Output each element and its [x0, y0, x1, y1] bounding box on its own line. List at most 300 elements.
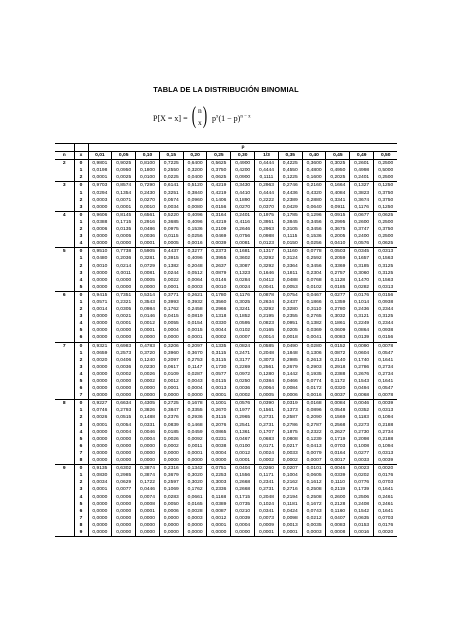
cell-probability: 0,0000 [112, 508, 136, 515]
cell-probability: 0,1225 [278, 174, 302, 182]
cell-x: 5 [74, 284, 88, 292]
cell-probability: 0,2963 [255, 182, 279, 190]
cell-probability: 0,0078 [378, 393, 394, 399]
cell-probability: 0,0001 [88, 174, 112, 182]
cell-probability: 0,0446 [136, 486, 160, 493]
cell-probability: 0,0000 [88, 233, 112, 240]
cell-probability: 0,0756 [231, 233, 255, 240]
cell-probability: 0,3087 [231, 263, 255, 270]
cell-probability: 0,8100 [136, 160, 160, 168]
cell-probability: 0,1171 [255, 472, 279, 479]
cell-probability: 0,0000 [159, 392, 183, 400]
cell-probability: 0,0369 [302, 327, 326, 334]
cell-probability: 0,0013 [278, 522, 302, 529]
cell-probability: 0,0055 [159, 320, 183, 327]
cell-probability: 0,0083 [326, 334, 350, 342]
cell-probability: 0,2388 [326, 371, 350, 378]
cell-n [55, 457, 74, 465]
cell-n: 8 [55, 400, 74, 408]
cell-probability: 0,1115 [278, 233, 302, 240]
cell-probability: 0,8574 [112, 182, 136, 190]
cell-probability: 0,2765 [302, 313, 326, 320]
cell-probability: 0,0000 [88, 457, 112, 465]
cell-probability: 0,0002 [207, 334, 231, 342]
cell-x: 8 [74, 457, 88, 465]
cell-probability: 0,0011 [112, 270, 136, 277]
cell-probability: 0,0007 [302, 457, 326, 465]
cell-probability: 0,0661 [183, 494, 207, 501]
header-p-value: 0,35 [278, 152, 302, 160]
cell-x: 2 [74, 226, 88, 233]
cell-probability: 0,0041 [255, 284, 279, 292]
formula-rhs [212, 114, 251, 123]
cell-n [55, 450, 74, 457]
cell-probability: 0,3674 [350, 197, 374, 204]
cell-probability: 0,0512 [183, 270, 207, 277]
cell-n [55, 436, 74, 443]
cell-probability: 0,0975 [159, 226, 183, 233]
cell-probability: 0,0164 [326, 450, 350, 457]
cell-probability: 0,0406 [112, 357, 136, 364]
cell-probability: 0,0313 [378, 450, 394, 456]
cell-x: 2 [74, 174, 88, 182]
cell-probability: 0,0000 [88, 204, 112, 212]
table-row [55, 378, 397, 385]
cell-n [55, 486, 74, 493]
cell-probability: 0,0424 [278, 508, 302, 515]
cell-probability: 0,2316 [159, 465, 183, 473]
cell-probability: 0,1110 [326, 479, 350, 486]
cell-probability: 0,0389 [207, 501, 231, 508]
cell-probability: 0,0407 [326, 515, 350, 522]
cell-probability: 0,2668 [231, 486, 255, 493]
cell-probability: 0,0313 [378, 284, 394, 290]
cell-probability: 0,2550 [159, 167, 183, 174]
cell-probability: 0,0156 [374, 291, 398, 299]
cell-n: 2 [55, 160, 74, 168]
cell-probability: 0,1094 [378, 415, 394, 421]
cell-probability: 0,0039 [374, 400, 398, 408]
cell-probability: 0,0004 [231, 522, 255, 529]
cell-probability: 0,1470 [350, 277, 374, 284]
cell-probability: 0,0294 [88, 190, 112, 197]
cell-probability: 0,0774 [302, 378, 326, 385]
cell-probability: 0,1719 [326, 436, 350, 443]
cell-probability: 0,3750 [378, 190, 394, 196]
cell-probability: 0,0003 [302, 529, 326, 537]
cell-n [55, 226, 74, 233]
table-row [55, 219, 397, 226]
cell-probability: 0,5120 [183, 182, 207, 190]
cell-probability: 0,0000 [112, 443, 136, 450]
cell-x: 6 [74, 508, 88, 515]
cell-probability: 0,0000 [136, 392, 160, 400]
cell-probability: 0,1715 [112, 219, 136, 226]
cell-probability: 0,2253 [207, 472, 231, 479]
table-row [55, 529, 397, 537]
cell-probability: 0,0198 [88, 167, 112, 174]
cell-probability: 0,1168 [207, 494, 231, 501]
cell-probability: 0,2341 [255, 479, 279, 486]
cell-probability: 0,0217 [278, 443, 302, 450]
cell-probability: 0,3060 [350, 270, 374, 277]
cell-probability: 0,2304 [302, 270, 326, 277]
cell-probability: 0,0139 [350, 334, 374, 342]
header-p-value: 0,05 [112, 152, 136, 160]
table-row [55, 334, 397, 342]
cell-probability: 0,3292 [255, 263, 279, 270]
cell-probability: 0,0205 [278, 327, 302, 334]
cell-probability: 0,2188 [378, 436, 394, 442]
cell-probability: 0,0410 [326, 240, 350, 248]
cell-probability: 0,0754 [278, 291, 302, 299]
cell-probability: 0,0172 [302, 385, 326, 392]
formula-base: p [212, 114, 216, 123]
cell-probability: 0,0625 [378, 241, 394, 247]
cell-probability: 0,0277 [326, 291, 350, 299]
cell-n [55, 429, 74, 436]
cell-probability: 0,1342 [183, 465, 207, 473]
cell-probability: 0,2627 [326, 429, 350, 436]
cell-probability: 0,1296 [302, 211, 326, 219]
cell-probability: 0,2587 [278, 414, 302, 421]
cell-probability: 0,0079 [302, 450, 326, 457]
cell-probability: 0,3955 [207, 255, 231, 262]
header-p-value: 0,15 [159, 152, 183, 160]
cell-probability: 0,3206 [159, 342, 183, 350]
cell-probability: 0,0313 [378, 408, 394, 414]
table-body [55, 160, 397, 537]
cell-n [55, 284, 74, 292]
cell-probability: 0,0230 [136, 364, 160, 371]
cell-probability: 0,3115 [207, 357, 231, 364]
cell-probability: 0,0044 [207, 327, 231, 334]
cell-probability: 0,0000 [112, 515, 136, 522]
cell-probability: 0,1762 [183, 486, 207, 493]
cell-x: 1 [74, 350, 88, 357]
cell-probability: 0,0005 [159, 240, 183, 248]
table-row [55, 313, 397, 320]
cell-probability: 0,1722 [136, 479, 160, 486]
cell-probability: 0,0068 [350, 392, 374, 400]
cell-probability: 0,0900 [231, 174, 255, 182]
cell-probability: 0,0010 [207, 284, 231, 292]
cell-probability: 0,0960 [183, 197, 207, 204]
cell-probability: 0,0046 [350, 400, 374, 408]
cell-probability: 0,0776 [350, 479, 374, 486]
header-p-value: 0,25 [207, 152, 231, 160]
cell-probability: 0,3025 [326, 160, 350, 168]
cell-probability: 0,0283 [159, 494, 183, 501]
cell-x: 2 [74, 479, 88, 486]
cell-probability: 0,1762 [159, 306, 183, 313]
cell-probability: 0,0000 [88, 334, 112, 342]
cell-probability: 0,0345 [350, 248, 374, 256]
cell-probability: 0,2376 [159, 414, 183, 421]
cell-probability: 0,0002 [278, 457, 302, 465]
cell-x: 1 [74, 299, 88, 306]
cell-probability: 0,0000 [88, 277, 112, 284]
cell-probability: 0,0951 [278, 320, 302, 327]
cell-probability: 0,0028 [183, 508, 207, 515]
cell-probability: 0,3241 [231, 306, 255, 313]
cell-probability: 0,2731 [255, 486, 279, 493]
cell-probability: 0,0034 [159, 204, 183, 212]
cell-probability: 0,0176 [378, 522, 394, 528]
cell-probability: 0,1641 [378, 379, 394, 384]
cell-probability: 0,0319 [278, 400, 302, 408]
cell-probability: 0,2162 [278, 479, 302, 486]
table-row [55, 407, 397, 414]
cell-probability: 0,0020 [88, 357, 112, 364]
cell-probability: 0,2048 [255, 350, 279, 357]
cell-probability: 0,2936 [183, 414, 207, 421]
cell-probability: 0,0703 [378, 480, 394, 486]
cell-probability: 0,2401 [350, 174, 374, 182]
cell-probability: 0,0000 [112, 240, 136, 248]
cell-n: 6 [55, 291, 74, 299]
table-row [55, 486, 397, 493]
cell-x: 0 [74, 291, 88, 299]
cell-n [55, 350, 74, 357]
cell-probability: 0,3720 [136, 350, 160, 357]
cell-probability: 0,0115 [159, 233, 183, 240]
cell-x: 3 [74, 233, 88, 240]
cell-probability: 0,0002 [112, 371, 136, 378]
cell-probability: 0,1861 [326, 320, 350, 327]
cell-probability: 0,0074 [136, 494, 160, 501]
cell-probability: 0,0064 [183, 277, 207, 284]
cell-probability: 0,0207 [278, 465, 302, 473]
cell-probability: 0,0000 [88, 494, 112, 501]
cell-probability: 0,3110 [302, 306, 326, 313]
table-row [55, 371, 397, 378]
cell-probability: 0,2597 [159, 479, 183, 486]
cell-probability: 0,4410 [231, 190, 255, 197]
table-row [55, 385, 397, 392]
cell-x: 2 [74, 263, 88, 270]
cell-probability: 0,0012 [207, 515, 231, 522]
cell-probability: 0,1488 [136, 414, 160, 421]
cell-probability: 0,0026 [88, 414, 112, 421]
cell-probability: 0,0034 [88, 479, 112, 486]
cell-probability: 0,1641 [378, 487, 394, 493]
cell-probability: 0,0280 [302, 342, 326, 350]
cell-probability: 0,0000 [136, 457, 160, 465]
cell-probability: 0,4900 [231, 160, 255, 168]
cell-probability: 0,9227 [88, 400, 112, 408]
cell-probability: 0,0087 [207, 508, 231, 515]
cell-probability: 0,4219 [207, 219, 231, 226]
cell-probability: 0,0000 [136, 284, 160, 292]
cell-x: 0 [74, 182, 88, 190]
table-row [55, 277, 397, 284]
cell-x: 7 [74, 392, 88, 400]
table-row [55, 443, 397, 450]
cell-probability: 0,0015 [183, 327, 207, 334]
cell-probability: 0,0400 [183, 174, 207, 182]
cell-probability: 0,1111 [255, 174, 279, 182]
cell-probability: 0,1094 [378, 443, 394, 449]
cell-probability: 0,0352 [350, 407, 374, 414]
cell-probability: 0,0659 [88, 350, 112, 357]
cell-probability: 0,2880 [302, 197, 326, 204]
page-title: TABLA DE LA DISTRIBUCIÓN BINOMIAL [153, 85, 299, 94]
cell-probability: 0,0165 [183, 501, 207, 508]
cell-probability: 0,2194 [278, 494, 302, 501]
cell-probability: 0,1442 [278, 371, 302, 378]
cell-probability: 0,0000 [112, 385, 136, 392]
cell-probability: 0,3185 [350, 263, 374, 270]
cell-n [55, 240, 74, 248]
cell-probability: 0,0625 [374, 211, 398, 219]
table-row [55, 248, 397, 256]
cell-probability: 0,0988 [255, 233, 279, 240]
cell-probability: 0,3670 [183, 350, 207, 357]
cell-probability: 0,0000 [207, 457, 231, 465]
cell-probability: 0,0008 [136, 501, 160, 508]
cell-probability: 0,2344 [378, 307, 394, 313]
cell-probability: 0,0001 [136, 240, 160, 248]
cell-probability: 0,0000 [88, 364, 112, 371]
cell-probability: 0,0466 [278, 378, 302, 385]
cell-probability: 0,3456 [302, 219, 326, 226]
formula-exp2: n − x [240, 114, 251, 120]
cell-probability: 0,0270 [136, 197, 160, 204]
cell-x: 1 [74, 167, 88, 174]
cell-probability: 0,0024 [231, 284, 255, 292]
cell-probability: 0,0004 [112, 429, 136, 436]
cell-x: 1 [74, 255, 88, 262]
cell-n [55, 357, 74, 364]
cell-probability: 0,3355 [183, 407, 207, 414]
cell-probability: 0,1612 [302, 479, 326, 486]
cell-probability: 0,1556 [231, 472, 255, 479]
cell-probability: 0,2995 [326, 219, 350, 226]
cell-probability: 0,0830 [88, 472, 112, 479]
cell-probability: 0,0320 [326, 385, 350, 392]
cell-n: 4 [55, 211, 74, 219]
cell-probability: 0,4116 [231, 219, 255, 226]
table-row [55, 190, 397, 197]
cell-probability: 0,2679 [278, 364, 302, 371]
cell-probability: 0,2757 [326, 270, 350, 277]
table-row [55, 306, 397, 313]
cell-probability: 0,2269 [231, 364, 255, 371]
cell-probability: 0,0585 [255, 342, 279, 350]
cell-probability: 0,2592 [302, 255, 326, 262]
cell-probability: 0,0003 [88, 197, 112, 204]
cell-probability: 0,3960 [159, 350, 183, 357]
cell-probability: 0,0000 [88, 436, 112, 443]
formula-exp1: x [216, 114, 219, 120]
cell-x: 2 [74, 197, 88, 204]
cell-probability: 0,0006 [88, 226, 112, 233]
cell-probability: 0,0001 [278, 529, 302, 537]
cell-n [55, 529, 74, 537]
cell-probability: 0,0577 [207, 371, 231, 378]
cell-probability: 0,0014 [88, 306, 112, 313]
cell-probability: 0,2500 [378, 234, 394, 240]
cell-probability: 0,0100 [136, 174, 160, 182]
cell-probability: 0,1354 [112, 190, 136, 197]
cell-probability: 0,0081 [136, 270, 160, 277]
cell-probability: 0,4320 [302, 190, 326, 197]
binom-bottom: x [198, 118, 202, 127]
cell-x: 1 [74, 190, 88, 197]
cell-probability: 0,0084 [326, 400, 350, 408]
cell-probability: 0,0014 [255, 334, 279, 342]
cell-probability: 0,1160 [278, 248, 302, 256]
cell-n [55, 277, 74, 284]
cell-probability: 0,0250 [231, 378, 255, 385]
header-p-value: 0,01 [88, 152, 112, 160]
cell-probability: 0,4436 [278, 190, 302, 197]
cell-n [55, 443, 74, 450]
cell-probability: 0,3115 [207, 414, 231, 421]
cell-probability: 0,1024 [255, 501, 279, 508]
cell-probability: 0,0046 [326, 465, 350, 473]
cell-probability: 0,3600 [302, 160, 326, 168]
cell-probability: 0,0384 [255, 378, 279, 385]
cell-probability: 0,0037 [326, 392, 350, 400]
cell-probability: 0,2471 [231, 350, 255, 357]
cell-probability: 0,0024 [255, 450, 279, 457]
header-row-values [55, 152, 397, 160]
cell-probability: 0,0153 [350, 522, 374, 529]
cell-probability: 0,0171 [255, 443, 279, 450]
cell-probability: 0,1250 [378, 204, 394, 210]
cell-probability: 0,1176 [350, 204, 374, 212]
cell-probability: 0,4444 [255, 167, 279, 174]
cell-probability: 0,0330 [207, 320, 231, 327]
table-row [55, 508, 397, 515]
cell-probability: 0,0429 [278, 204, 302, 212]
cell-probability: 0,3747 [350, 226, 374, 233]
cell-probability: 0,2408 [350, 501, 374, 508]
cell-x: 3 [74, 364, 88, 371]
cell-x: 5 [74, 436, 88, 443]
cell-probability: 0,3826 [136, 407, 160, 414]
cell-n [55, 472, 74, 479]
cell-probability: 0,0036 [231, 385, 255, 392]
cell-probability: 0,0746 [88, 407, 112, 414]
cell-probability: 0,0000 [88, 522, 112, 529]
cell-probability: 0,1977 [231, 407, 255, 414]
cell-probability: 0,9135 [88, 465, 112, 473]
cell-probability: 0,7290 [136, 182, 160, 190]
cell-probability: 0,0284 [231, 277, 255, 284]
cell-probability: 0,1160 [326, 508, 350, 515]
cell-probability: 0,1008 [350, 443, 374, 450]
cell-n [55, 501, 74, 508]
cell-probability: 0,2676 [350, 371, 374, 378]
cell-probability: 0,2637 [207, 263, 231, 270]
cell-probability: 0,2613 [302, 357, 326, 364]
cell-probability: 0,0039 [207, 240, 231, 248]
cell-probability: 0,0084 [278, 385, 302, 392]
table-row [55, 465, 397, 473]
cell-probability: 0,0635 [350, 515, 374, 522]
cell-probability: 0,0000 [112, 457, 136, 465]
cell-probability: 0,0000 [88, 320, 112, 327]
cell-probability: 0,4444 [255, 160, 279, 168]
cell-probability: 0,2322 [302, 429, 326, 436]
table-row [55, 414, 397, 421]
cell-probability: 0,1361 [231, 429, 255, 436]
cell-probability: 0,0467 [231, 436, 255, 443]
header-p-value: 1/3 [255, 152, 279, 160]
